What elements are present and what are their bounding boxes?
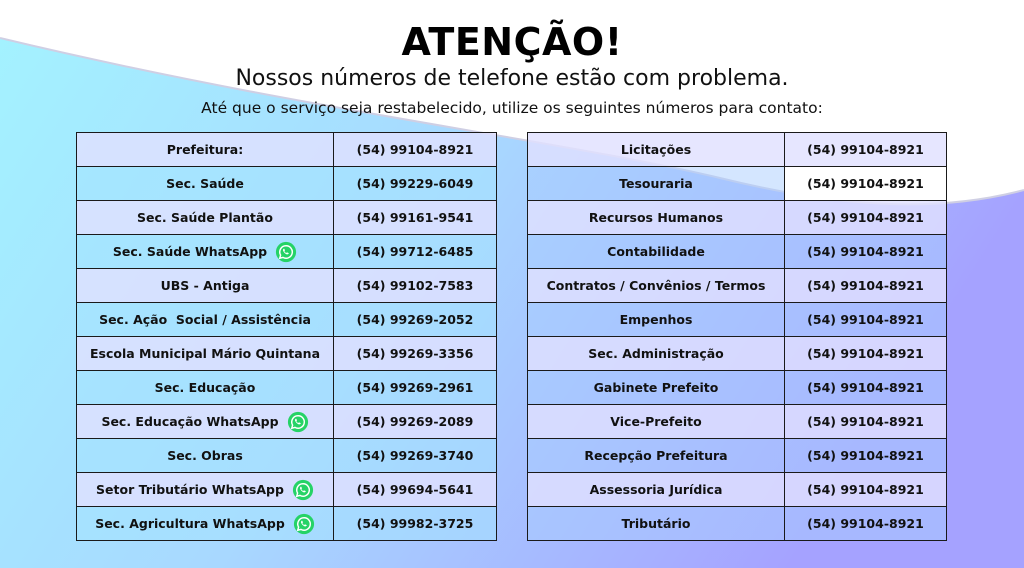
table-row <box>528 371 947 405</box>
right-name-cell <box>528 439 785 473</box>
contact-name: Recursos Humanos <box>588 210 724 225</box>
right-name-cell <box>528 133 785 167</box>
contact-phone: (54) 99104-8921 <box>785 133 947 167</box>
whatsapp-icon <box>292 479 314 501</box>
table-row <box>528 507 947 541</box>
right-name-cell <box>528 201 785 235</box>
contact-name: Vice-Prefeito <box>610 414 702 429</box>
right-contacts-table <box>527 132 947 541</box>
contact-phone: (54) 99104-8921 <box>785 269 947 303</box>
contact-phone: (54) 99104-8921 <box>785 337 947 371</box>
contact-name-wrapper <box>166 176 244 191</box>
page-subtitle: Nossos números de telefone estão com problema. <box>235 66 789 91</box>
contact-name-wrapper <box>622 516 691 531</box>
table-row <box>528 337 947 371</box>
left-name-cell <box>77 405 334 439</box>
page-title: ATENÇÃO! <box>401 20 623 64</box>
table-row <box>77 371 497 405</box>
table-row <box>77 507 497 541</box>
contact-name-wrapper <box>137 210 273 225</box>
contact-name-wrapper <box>620 312 693 327</box>
instruction-text: Até que o serviço seja restabelecido, utilize os seguintes números para contato: <box>201 99 823 117</box>
contact-name: UBS - Antiga <box>160 278 250 293</box>
left-name-cell <box>77 473 334 507</box>
table-row <box>77 167 497 201</box>
contact-name: Tesouraria <box>619 176 693 191</box>
contact-phone: (54) 99982-3725 <box>334 507 497 541</box>
contact-phone: (54) 99104-8921 <box>785 371 947 405</box>
contact-phone: (54) 99694-5641 <box>334 473 497 507</box>
contact-name-wrapper <box>594 380 719 395</box>
contact-name: Sec. Ação Social / Assistência <box>99 312 311 327</box>
right-name-cell <box>528 507 785 541</box>
contact-phone: (54) 99104-8921 <box>785 201 947 235</box>
contact-name-wrapper <box>161 278 250 293</box>
contact-phone: (54) 99712-6485 <box>334 235 497 269</box>
contact-name-wrapper <box>167 142 243 157</box>
left-name-cell <box>77 133 334 167</box>
contact-name: Empenhos <box>619 312 693 327</box>
contact-name: Sec. Saúde Plantão <box>137 210 273 225</box>
left-name-cell <box>77 269 334 303</box>
contact-name: Tributário <box>621 516 691 531</box>
table-row <box>528 167 947 201</box>
contact-phone: (54) 99104-8921 <box>785 439 947 473</box>
contact-name: Sec. Saúde WhatsApp <box>112 244 268 259</box>
left-name-cell <box>77 235 334 269</box>
contact-phone: (54) 99269-2961 <box>334 371 497 405</box>
contact-phone: (54) 99269-3740 <box>334 439 497 473</box>
contact-name-wrapper <box>95 513 315 535</box>
contact-phone: (54) 99104-8921 <box>785 405 947 439</box>
contact-name: Sec. Educação <box>154 380 256 395</box>
contact-phone: (54) 99104-8921 <box>334 133 497 167</box>
table-row <box>528 303 947 337</box>
contact-phone: (54) 99104-8921 <box>785 303 947 337</box>
table-row <box>77 269 497 303</box>
table-row <box>77 473 497 507</box>
contact-name-wrapper <box>610 414 701 429</box>
contact-name-wrapper <box>101 411 308 433</box>
whatsapp-icon <box>293 513 315 535</box>
contact-phone: (54) 99102-7583 <box>334 269 497 303</box>
contact-name-wrapper <box>621 142 691 157</box>
contact-phone: (54) 99104-8921 <box>785 473 947 507</box>
right-name-cell <box>528 269 785 303</box>
table-row <box>528 439 947 473</box>
right-name-cell <box>528 371 785 405</box>
contact-name-wrapper <box>607 244 705 259</box>
table-row <box>528 133 947 167</box>
left-name-cell <box>77 507 334 541</box>
right-name-cell <box>528 405 785 439</box>
contact-name: Prefeitura: <box>166 142 244 157</box>
contact-name-wrapper <box>619 176 693 191</box>
contact-name-wrapper <box>113 241 297 263</box>
contact-name-wrapper <box>590 482 723 497</box>
left-name-cell <box>77 439 334 473</box>
contact-phone: (54) 99229-6049 <box>334 167 497 201</box>
table-row <box>77 235 497 269</box>
contact-name-wrapper <box>167 448 243 463</box>
contact-name: Licitações <box>620 142 692 157</box>
contact-name: Sec. Obras <box>167 448 243 463</box>
right-name-cell <box>528 337 785 371</box>
table-row <box>528 473 947 507</box>
contact-phone: (54) 99104-8921 <box>785 167 947 201</box>
table-row <box>528 201 947 235</box>
whatsapp-icon <box>287 411 309 433</box>
table-row <box>528 235 947 269</box>
left-contacts-table <box>76 132 497 541</box>
contact-name-wrapper <box>547 278 766 293</box>
contact-phone: (54) 99161-9541 <box>334 201 497 235</box>
contact-phone: (54) 99104-8921 <box>785 507 947 541</box>
left-name-cell <box>77 167 334 201</box>
table-row <box>528 405 947 439</box>
contact-name: Gabinete Prefeito <box>593 380 719 395</box>
table-row <box>77 337 497 371</box>
contact-name: Sec. Educação WhatsApp <box>101 414 279 429</box>
whatsapp-icon <box>275 241 297 263</box>
table-row <box>77 439 497 473</box>
right-name-cell <box>528 473 785 507</box>
table-row <box>77 133 497 167</box>
contact-phone: (54) 99104-8921 <box>785 235 947 269</box>
contact-name: Sec. Agricultura WhatsApp <box>95 516 285 531</box>
contact-name-wrapper <box>96 479 314 501</box>
contact-name: Contabilidade <box>607 244 705 259</box>
right-name-cell <box>528 167 785 201</box>
contact-phone: (54) 99269-2089 <box>334 405 497 439</box>
contact-name: Recepção Prefeitura <box>584 448 728 463</box>
right-name-cell <box>528 235 785 269</box>
contact-name: Contratos / Convênios / Termos <box>546 278 766 293</box>
contact-name: Setor Tributário WhatsApp <box>96 482 284 497</box>
right-name-cell <box>528 303 785 337</box>
contact-name: Escola Municipal Mário Quintana <box>90 346 320 361</box>
contact-name: Sec. Administração <box>588 346 724 361</box>
left-name-cell <box>77 371 334 405</box>
left-name-cell <box>77 337 334 371</box>
left-name-cell <box>77 303 334 337</box>
contact-name-wrapper <box>99 312 311 327</box>
contact-name-wrapper <box>584 448 727 463</box>
contact-name: Sec. Saúde <box>166 176 244 191</box>
contact-name: Assessoria Jurídica <box>589 482 723 497</box>
left-name-cell <box>77 201 334 235</box>
table-row <box>77 303 497 337</box>
contact-name-wrapper <box>90 346 320 361</box>
table-row <box>528 269 947 303</box>
table-row <box>77 405 497 439</box>
contact-name-wrapper <box>155 380 256 395</box>
table-row <box>77 201 497 235</box>
contact-phone: (54) 99269-3356 <box>334 337 497 371</box>
contact-name-wrapper <box>588 346 724 361</box>
contact-phone: (54) 99269-2052 <box>334 303 497 337</box>
contact-name-wrapper <box>589 210 723 225</box>
